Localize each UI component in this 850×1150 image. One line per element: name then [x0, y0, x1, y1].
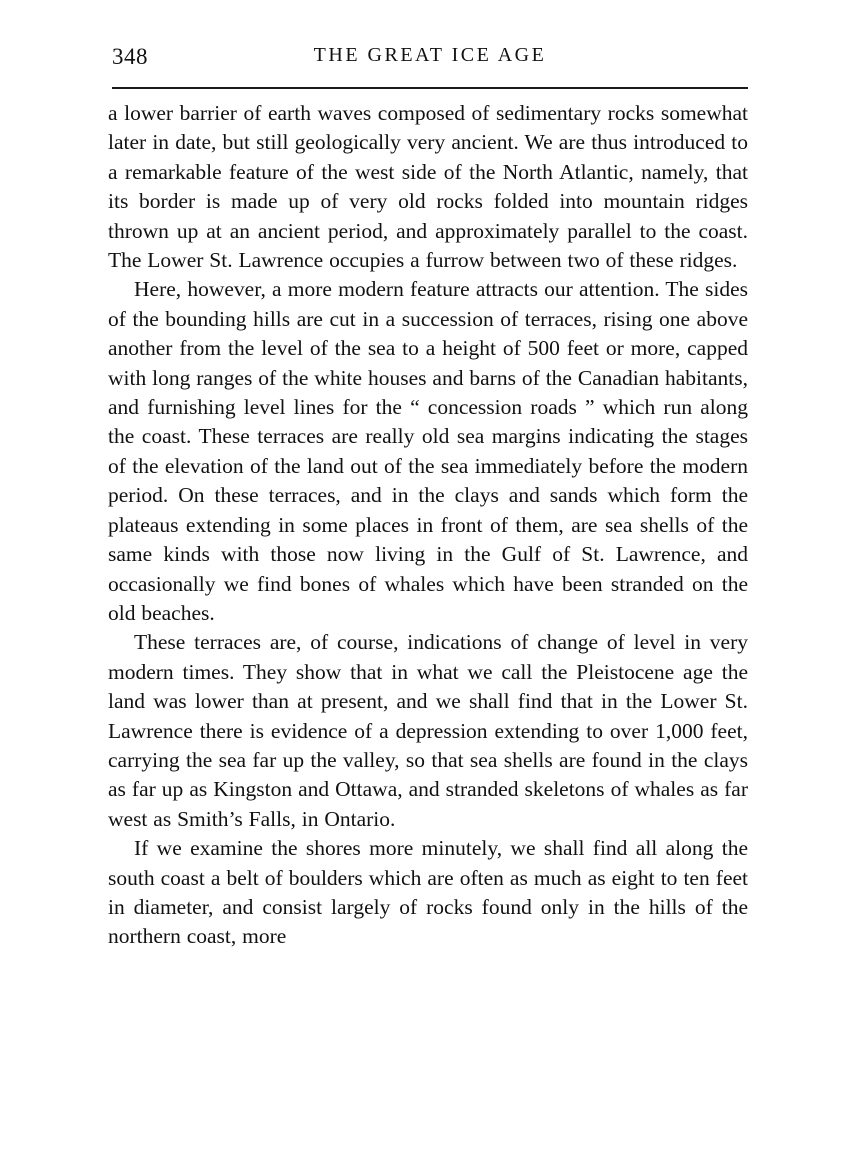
running-head — [112, 40, 748, 74]
body-text — [108, 99, 748, 952]
paragraph-boulders: If we examine the shores more minutely, we shall find all along the south coast a belt of boulders which are often as much as eight to ten feet in diameter, and consist largely of rocks found only in the hills of the northern coast, more — [108, 836, 748, 949]
paragraph-continued: a lower barrier of earth waves composed of sedimentary rocks somewhat later in date, but still geologically very ancient. We are thus introduced to a remarkable feature of the west side of the North Atlantic, namely, that its border is made up of very old rocks folded into mountain ridges thrown up at an ancient period, and approximately parallel to the coast. The Lower St. Lawrence occupies a furrow between two of these ridges. — [108, 101, 748, 273]
page-number: 348 — [112, 44, 148, 69]
paragraph-terraces: Here, however, a more modern feature attracts our attention. The sides of the bounding hills are cut in a succession of terraces, rising one above another from the level of the sea to a height of 500 feet or more, capped with long ranges of the white houses and barns of the Canadian habitants, and furnishing level lines for the “ concession roads ” which run along the coast. These terraces are really old sea margins indicating the stages of the elevation of the land out of the sea immediately before the modern period. On these terraces, and in the clays and sands which form the plateaus extending in some places in front of them, are sea shells of the same kinds with those now living in the Gulf of St. Lawrence, and occasionally we find bones of whales which have been stranded on the old beaches. — [108, 277, 748, 625]
header-rule — [112, 87, 748, 89]
running-title: THE GREAT ICE AGE — [313, 44, 547, 66]
paragraph-change-of-level: These terraces are, of course, indications of change of level in very modern times. They show that in what we call the Pleistocene age the land was lower than at present, and we shall find that in the Lower St. Lawrence there is evidence of a depression extending to over 1,000 feet, carrying the sea far up the valley, so that sea shells are found in the clays as far up as Kingston and Ottawa, and stranded skeletons of whales as far west as Smith’s Falls, in Ontario. — [108, 630, 748, 831]
